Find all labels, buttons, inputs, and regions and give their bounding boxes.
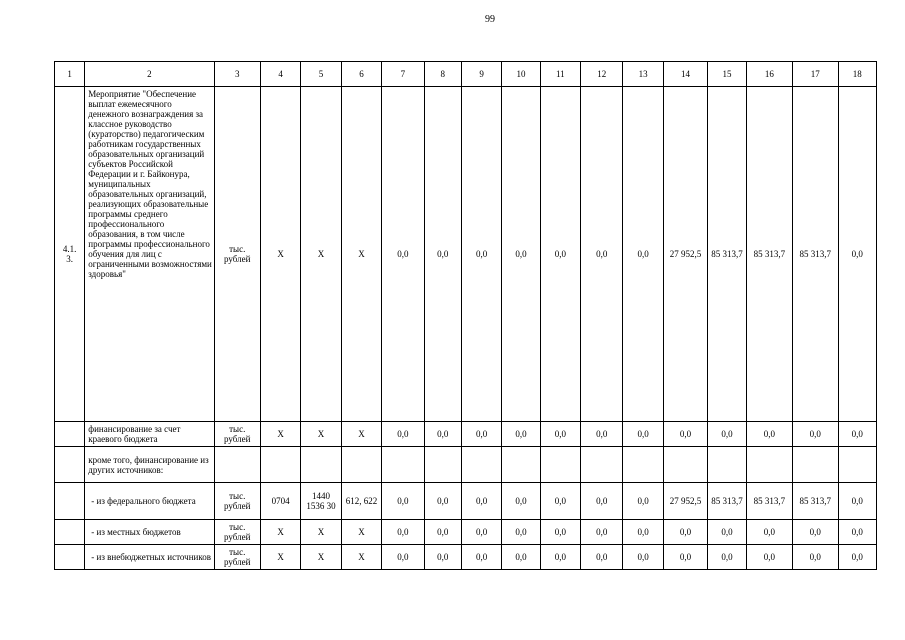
table-cell: 612, 622 (341, 483, 381, 520)
table-cell: 85 313,7 (793, 87, 838, 422)
table-cell: 0,0 (424, 87, 461, 422)
row-name-cell: - из внебюджетных источников (85, 545, 214, 570)
table-cell: 0,0 (838, 87, 877, 422)
table-cell (793, 447, 838, 483)
table-cell: X (341, 422, 381, 447)
table-cell (301, 447, 341, 483)
table-cell: 0,0 (424, 520, 461, 545)
row-name-cell: финансирование за счет краевого бюджета (85, 422, 214, 447)
table-cell: X (341, 87, 381, 422)
table-cell: 27 952,5 (663, 483, 707, 520)
table-cell: 0,0 (424, 483, 461, 520)
table-row (55, 447, 877, 483)
header-cell-11: 11 (540, 62, 580, 87)
table-cell (260, 447, 300, 483)
table-cell: 0,0 (540, 545, 580, 570)
row-name-cell: кроме того, финансирование из других источников: (85, 447, 214, 483)
table-row (55, 422, 877, 447)
table-cell: 0,0 (581, 545, 623, 570)
table-cell: 0,0 (502, 483, 540, 520)
table-cell: 0,0 (663, 520, 707, 545)
table-cell: тыс. рублей (214, 422, 260, 447)
table-cell: тыс. рублей (214, 545, 260, 570)
header-cell-12: 12 (581, 62, 623, 87)
table-cell (55, 520, 85, 545)
table-cell: 0,0 (581, 422, 623, 447)
table-cell: 0,0 (708, 520, 746, 545)
table-cell: X (301, 520, 341, 545)
row-name-cell: Мероприятие "Обеспечение выплат ежемесячного денежного вознаграждения за классное руководство (кураторство) педагогическим работникам государственных образовательных организаций субъектов Российской Федерации и г. Байконура, муниципальных образовательных организаций, реализующих образовательные программы среднего профессионального образования, в том числе программы профессионального обучения для лиц с ограниченными возможностями здоровья" (85, 87, 214, 422)
table-cell: 0,0 (540, 87, 580, 422)
table-cell: 0,0 (502, 87, 540, 422)
row-name-cell: - из федерального бюджета (85, 483, 214, 520)
table-cell: 0,0 (461, 87, 501, 422)
table-cell: 0,0 (540, 483, 580, 520)
header-cell-5: 5 (301, 62, 341, 87)
table-cell (502, 447, 540, 483)
table-cell: 0,0 (461, 545, 501, 570)
table-cell (424, 447, 461, 483)
table-cell (341, 447, 381, 483)
header-cell-3: 3 (214, 62, 260, 87)
table-cell: 0,0 (540, 422, 580, 447)
table-cell: X (301, 422, 341, 447)
table-cell: X (341, 545, 381, 570)
header-cell-9: 9 (461, 62, 501, 87)
table-cell: 0,0 (838, 422, 877, 447)
table-cell: 0,0 (746, 545, 792, 570)
table-cell: 0,0 (623, 520, 663, 545)
header-cell-18: 18 (838, 62, 877, 87)
table-cell: 85 313,7 (708, 87, 746, 422)
table-cell: 85 313,7 (746, 87, 792, 422)
row-name-cell: - из местных бюджетов (85, 520, 214, 545)
table-cell (623, 447, 663, 483)
table-cell: 0,0 (461, 422, 501, 447)
table-cell: 1440 1536 30 (301, 483, 341, 520)
table-cell: X (260, 87, 300, 422)
table-cell: 0,0 (623, 545, 663, 570)
table-row (55, 483, 877, 520)
header-cell-17: 17 (793, 62, 838, 87)
table-cell: 0,0 (838, 545, 877, 570)
header-cell-14: 14 (663, 62, 707, 87)
table-cell: 0,0 (663, 422, 707, 447)
header-cell-10: 10 (502, 62, 540, 87)
table-row (55, 87, 877, 422)
header-cell-15: 15 (708, 62, 746, 87)
table-cell: 0,0 (623, 422, 663, 447)
table-cell: 0704 (260, 483, 300, 520)
table-row (55, 520, 877, 545)
table-cell: 0,0 (461, 520, 501, 545)
page-number: 99 (485, 14, 495, 25)
table-cell: X (260, 520, 300, 545)
table-cell: 0,0 (581, 483, 623, 520)
table-cell (55, 422, 85, 447)
table-cell: тыс. рублей (214, 87, 260, 422)
table-cell: 0,0 (382, 483, 424, 520)
table-cell: 0,0 (708, 422, 746, 447)
table-cell: X (301, 545, 341, 570)
table-cell: 0,0 (581, 520, 623, 545)
table-cell: 0,0 (382, 545, 424, 570)
table-cell (382, 447, 424, 483)
table-cell: X (260, 422, 300, 447)
table-cell (663, 447, 707, 483)
table-cell: 0,0 (502, 520, 540, 545)
table-cell: X (260, 545, 300, 570)
header-cell-8: 8 (424, 62, 461, 87)
table-cell: 0,0 (424, 545, 461, 570)
table-cell (746, 447, 792, 483)
header-cell-13: 13 (623, 62, 663, 87)
table-cell: 0,0 (663, 545, 707, 570)
table-cell (55, 483, 85, 520)
table-cell (461, 447, 501, 483)
table-cell: тыс. рублей (214, 483, 260, 520)
table-cell: 0,0 (581, 87, 623, 422)
header-cell-16: 16 (746, 62, 792, 87)
table-cell: 4.1. 3. (55, 87, 85, 422)
table-cell: X (341, 520, 381, 545)
header-cell-2: 2 (85, 62, 214, 87)
table-cell: 0,0 (838, 483, 877, 520)
table-cell: X (301, 87, 341, 422)
table-cell: 0,0 (382, 87, 424, 422)
table-cell: 0,0 (424, 422, 461, 447)
table-cell: 0,0 (502, 422, 540, 447)
table-row (55, 545, 877, 570)
table-cell (540, 447, 580, 483)
table-cell (708, 447, 746, 483)
table-cell: 85 313,7 (708, 483, 746, 520)
table-cell: 0,0 (461, 483, 501, 520)
table-cell: 0,0 (382, 520, 424, 545)
table-cell (581, 447, 623, 483)
table-cell: 0,0 (793, 520, 838, 545)
budget-table (54, 61, 877, 570)
header-cell-6: 6 (341, 62, 381, 87)
table-cell: 0,0 (793, 545, 838, 570)
table-cell: 0,0 (502, 545, 540, 570)
table-cell: тыс. рублей (214, 520, 260, 545)
table-cell: 27 952,5 (663, 87, 707, 422)
header-cell-4: 4 (260, 62, 300, 87)
table-cell: 0,0 (838, 520, 877, 545)
header-cell-1: 1 (55, 62, 85, 87)
table-cell: 85 313,7 (746, 483, 792, 520)
header-row (55, 62, 877, 87)
table-cell: 0,0 (382, 422, 424, 447)
table-cell: 85 313,7 (793, 483, 838, 520)
table-cell (214, 447, 260, 483)
table-cell: 0,0 (623, 87, 663, 422)
table-cell (55, 447, 85, 483)
table-cell (55, 545, 85, 570)
table-cell: 0,0 (540, 520, 580, 545)
table-cell: 0,0 (623, 483, 663, 520)
table-cell: 0,0 (793, 422, 838, 447)
table-cell: 0,0 (746, 520, 792, 545)
header-cell-7: 7 (382, 62, 424, 87)
table-cell (838, 447, 877, 483)
table-cell: 0,0 (708, 545, 746, 570)
table-cell: 0,0 (746, 422, 792, 447)
